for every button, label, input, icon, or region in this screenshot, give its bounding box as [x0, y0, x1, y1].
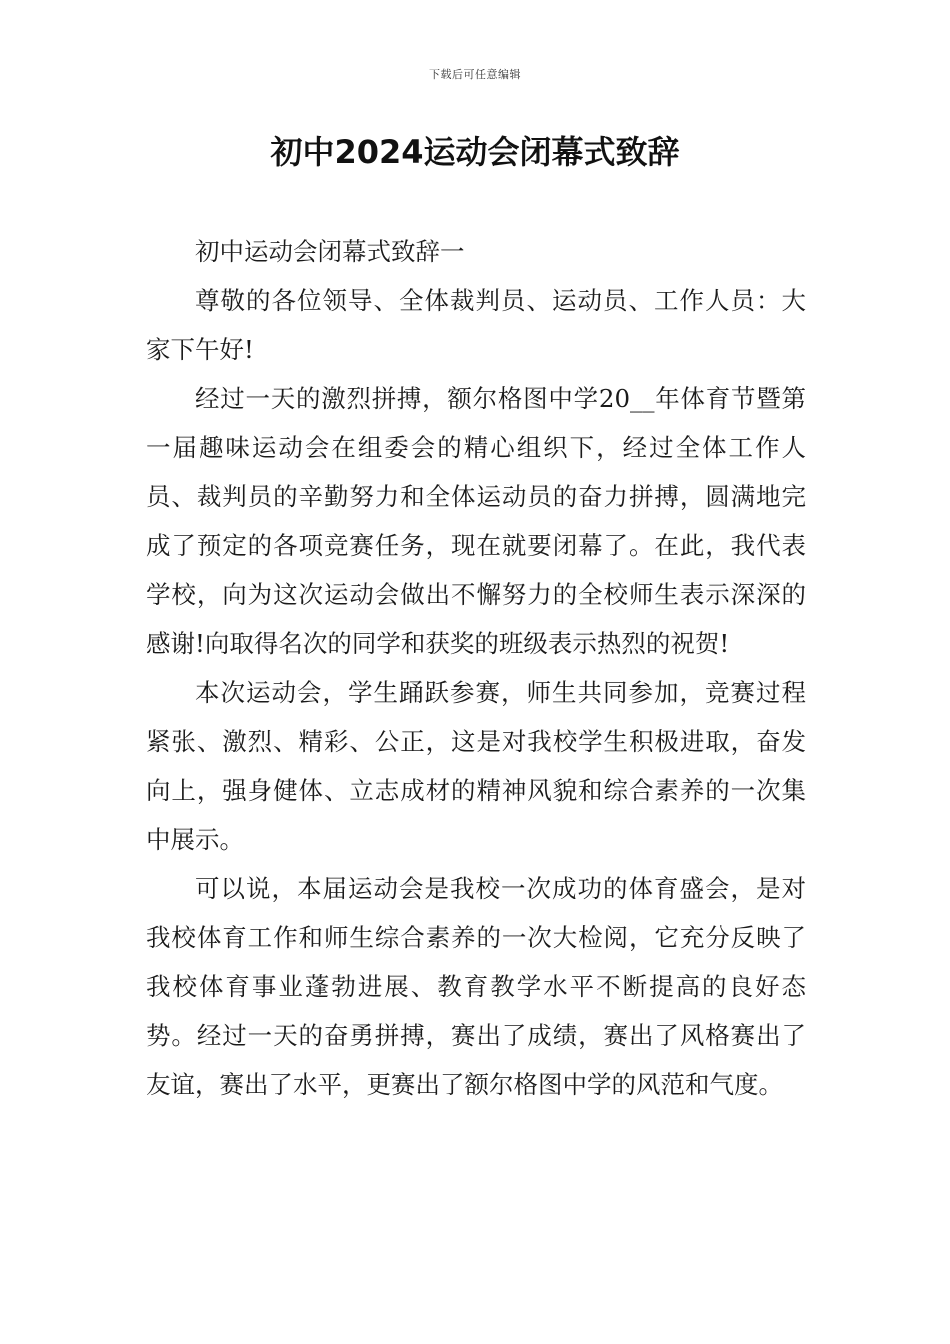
paragraph-subtitle: 初中运动会闭幕式致辞一 — [195, 237, 465, 266]
document-title: 初中2024运动会闭幕式致辞 — [270, 133, 680, 171]
header-note: 下载后可任意编辑 — [429, 68, 521, 81]
paragraph: 经过一天的激烈拼搏，额尔格图中学20__年体育节暨第一届趣味运动会在组委会的精心组织下，经过全体工作人员、裁判员的辛勤努力和全体运动员的奋力拼搏，圆满地完成了预定的各项竞赛任务，现在就要闭幕了。在此，我代表学校，向为这次运动会做出不懈努力的全校师生表示深深的感谢!向取得名次的同学和获奖的班级表示热烈的祝贺! — [146, 384, 806, 658]
paragraph-salutation: 尊敬的各位领导、全体裁判员、运动员、工作人员：大家下午好! — [146, 286, 806, 364]
paragraph: 本次运动会，学生踊跃参赛，师生共同参加，竞赛过程紧张、激烈、精彩、公正，这是对我校学生积极进取，奋发向上，强身健体、立志成材的精神风貌和综合素养的一次集中展示。 — [146, 678, 806, 854]
paragraph: 可以说，本届运动会是我校一次成功的体育盛会，是对我校体育工作和师生综合素养的一次大检阅，它充分反映了我校体育事业蓬勃进展、教育教学水平不断提高的良好态势。经过一天的奋勇拼搏，赛出了成绩，赛出了风格赛出了友谊，赛出了水平，更赛出了额尔格图中学的风范和气度。 — [146, 874, 806, 1099]
document-body — [146, 227, 806, 1109]
